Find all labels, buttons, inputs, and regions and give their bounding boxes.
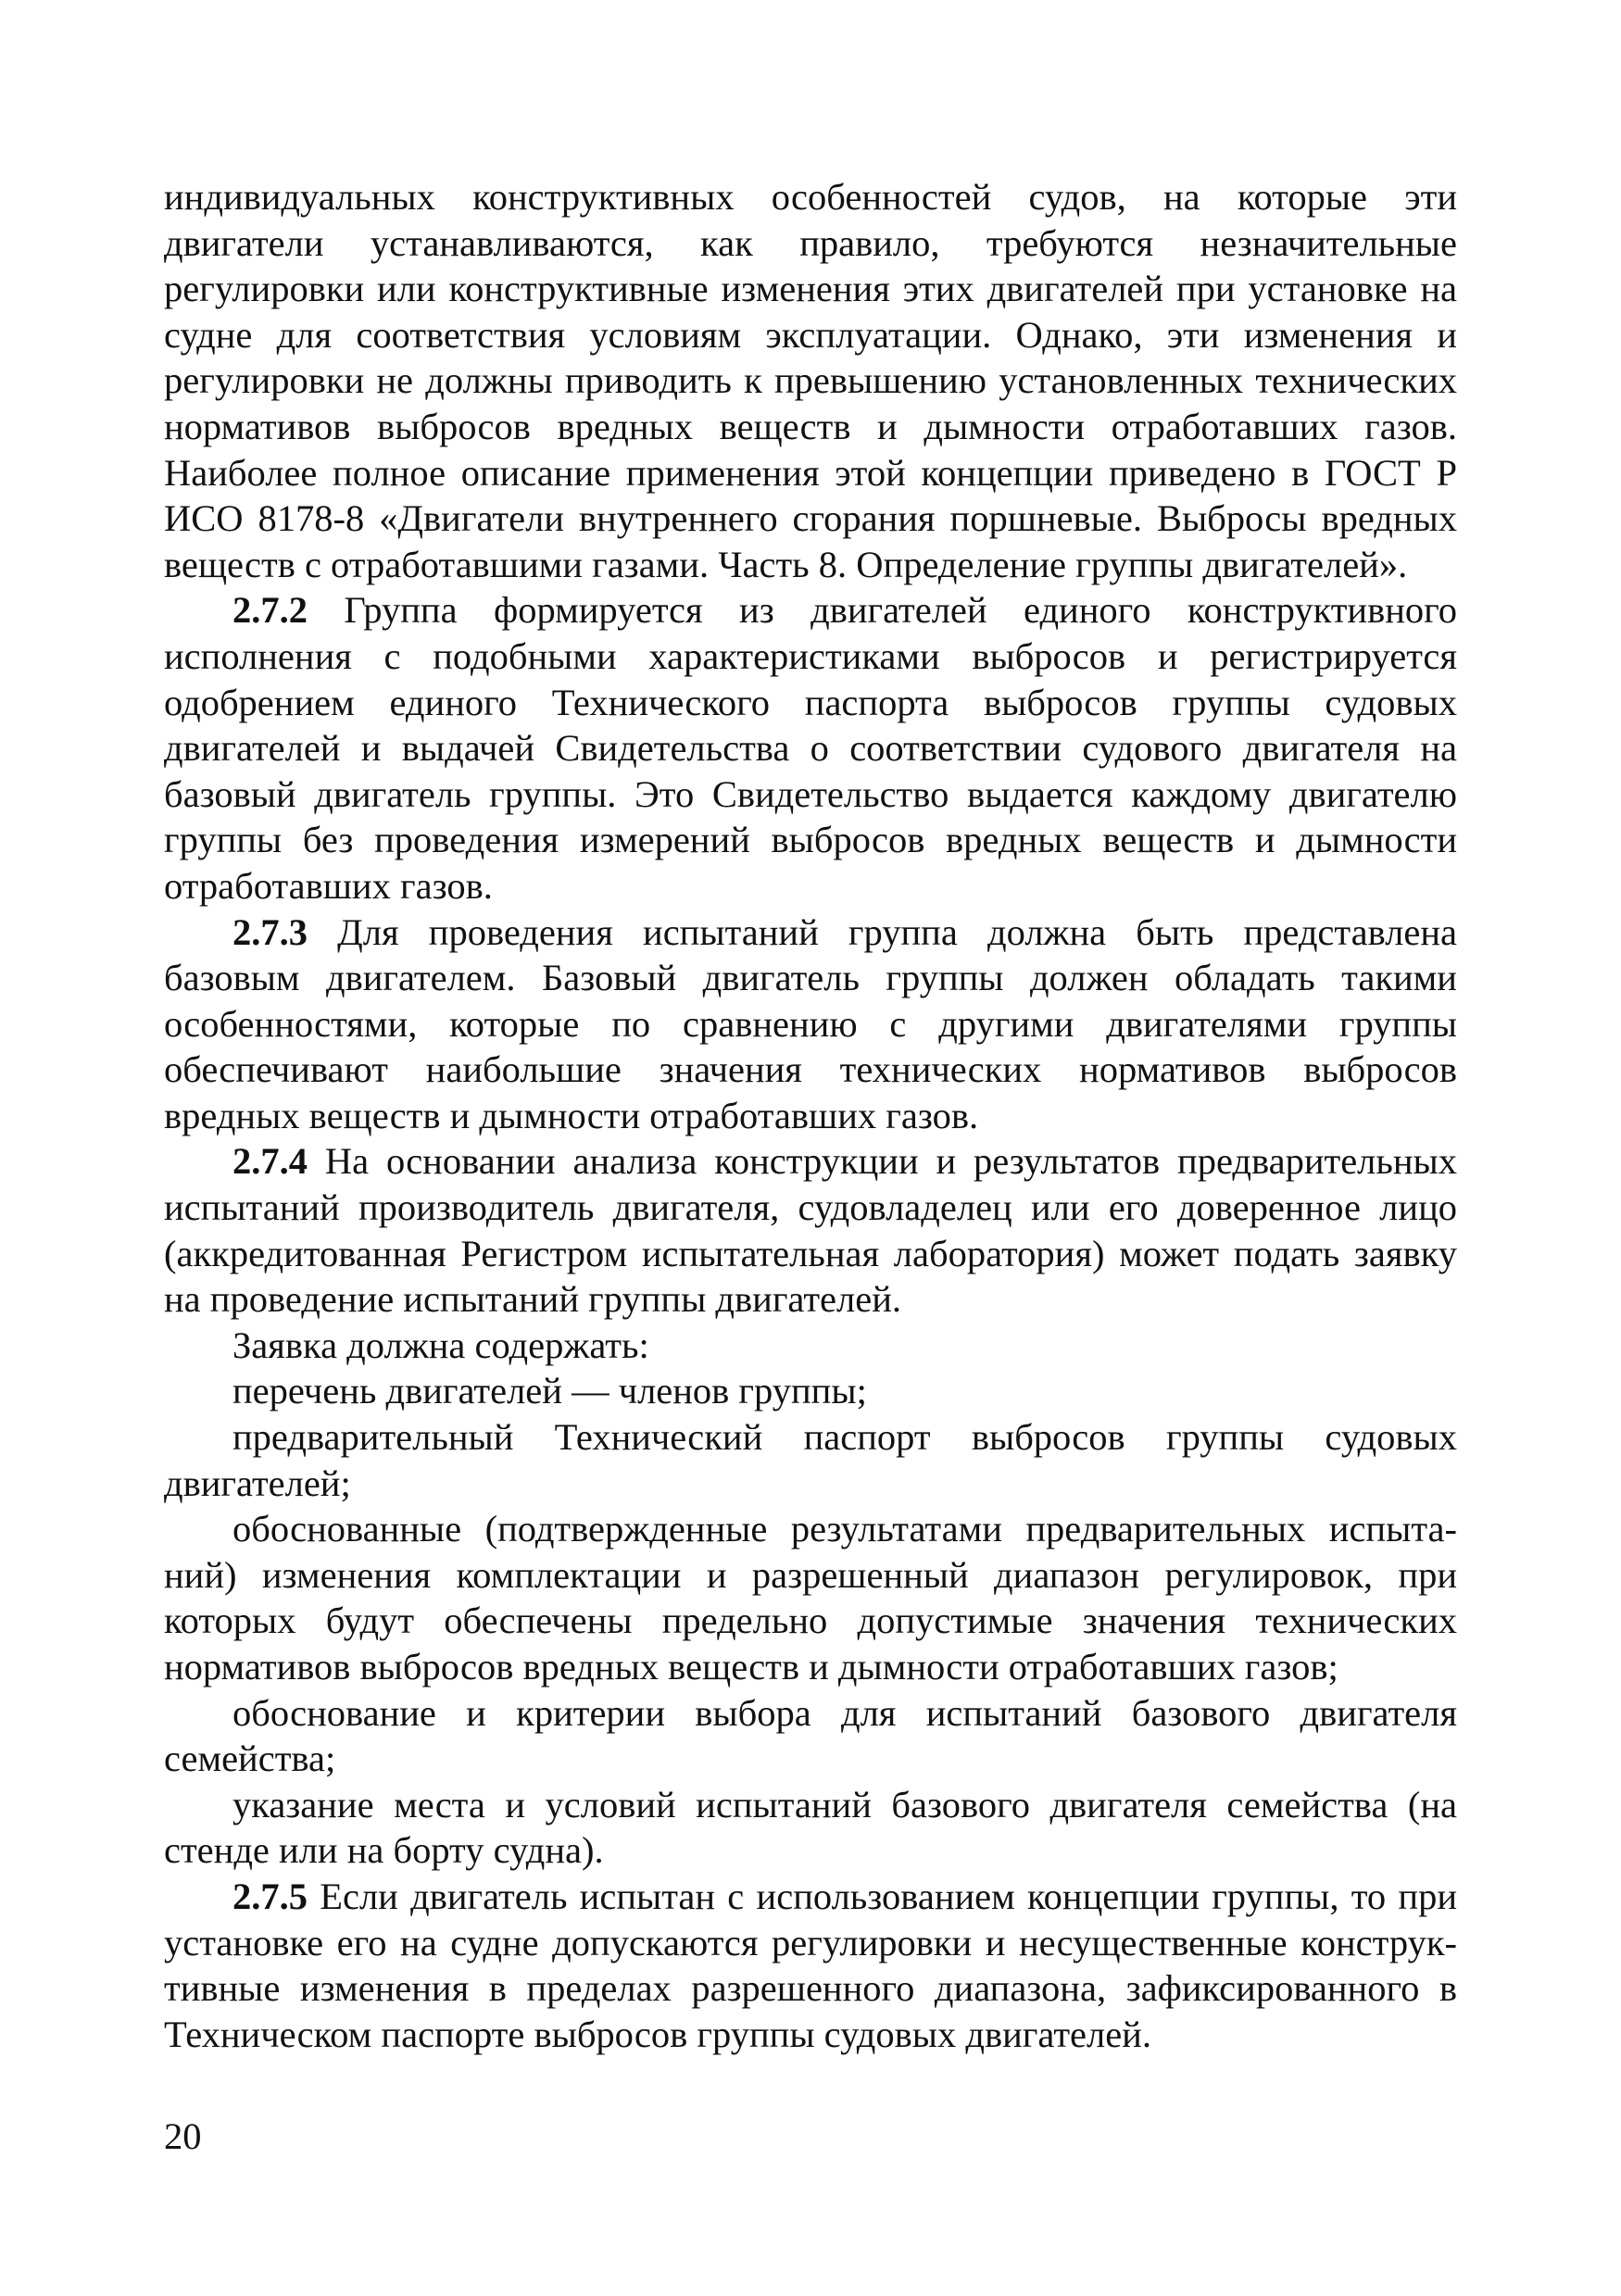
paragraph-text: На основании анализа конструкции и результатов предварительных испытаний производитель двигателя, судовладелец или его доверенное лицо (аккредитованная Регистром испытательная лаборатория) может подать заявку на проведение испытаний группы двигателей. bbox=[164, 1140, 1457, 1321]
paragraph-2-7-3 bbox=[164, 910, 1457, 1139]
paragraph-2-7-4 bbox=[164, 1138, 1457, 1322]
paragraph-text: Если двигатель испытан с использованием концепции группы, то при установке его на судне допускаются регулировки и несущественные конструктивные изменения в пределах разрешенного диапазона, зафиксированного в Техническом паспорте выбросов группы судовых двигателей. bbox=[164, 1875, 1457, 2055]
list-item: перечень двигателей — членов группы; bbox=[232, 1370, 867, 1412]
section-number: 2.7.5 bbox=[232, 1875, 308, 1917]
list-item: обоснованные (подтвержденные результатами предварительных испытаний) изменения комплектации и разрешенный диапазон регулировок, при которых будут обеспечены предельно допустимые значения технических нормативов выбросов вредных веществ и дымности отработавших газов; bbox=[164, 1508, 1457, 1687]
section-number: 2.7.3 bbox=[232, 910, 308, 953]
paragraph-text: Для проведения испытаний группа должна быть представлена базовым двигателем. Базовый двигатель группы должен обладать такими особенностями, которые по сравнению с другими двигателями группы обеспечивают наибольшие значения технических нормативов выбросов вредных веществ и дымности отработавших газов. bbox=[164, 910, 1457, 1136]
paragraph-text: Группа формируется из двигателей единого конструктивного исполнения с подобными характеристиками выбросов и регистрируется одобрением единого Технического паспорта выбросов группы судовых двигателей и выдачей Свидетельства о соответствии судового двигателя на базовый двигатель группы. Это Свидетельство выдается каждому двигателю группы без проведения измерений выбросов вредных веществ и дымности отработавших газов. bbox=[164, 589, 1457, 907]
list-item: предварительный Технический паспорт выбросов группы судовых двигателей; bbox=[164, 1416, 1457, 1504]
section-number: 2.7.2 bbox=[232, 589, 308, 632]
paragraph-2-7-2 bbox=[164, 587, 1457, 909]
list-item: указание места и условий испытаний базового двигателя семейства (на стенде или на борту судна). bbox=[164, 1783, 1457, 1872]
page-number: 20 bbox=[164, 2115, 202, 2157]
list-item: обоснование и критерии выбора для испытаний базового двигателя семейства; bbox=[164, 1691, 1457, 1780]
section-number: 2.7.4 bbox=[232, 1140, 308, 1183]
page-body bbox=[164, 174, 1457, 2057]
paragraph-intro: индивидуальных конструктивных особенностей судов, на которые эти двигатели устанавливаются, как правило, требуются незначительные регулировки или конструктивные изменения этих двигателей при установке на судне для соответствия условиям эксплуатации. Однако, эти изменения и регулировки не должны приводить к превышению установленных технических нормативов выбросов вредных веществ и дымности отработавших газов. Наиболее полное описание применения этой концепции приведено в ГОСТ Р ИСО 8178-8 «Двигатели внутреннего сгорания поршневые. Выбросы вредных веществ с отработавшими газами. Часть 8. Определение группы двигателей». bbox=[164, 176, 1457, 585]
paragraph-request: Заявка должна содержать: bbox=[232, 1324, 649, 1366]
paragraph-2-7-5 bbox=[164, 1874, 1457, 2057]
